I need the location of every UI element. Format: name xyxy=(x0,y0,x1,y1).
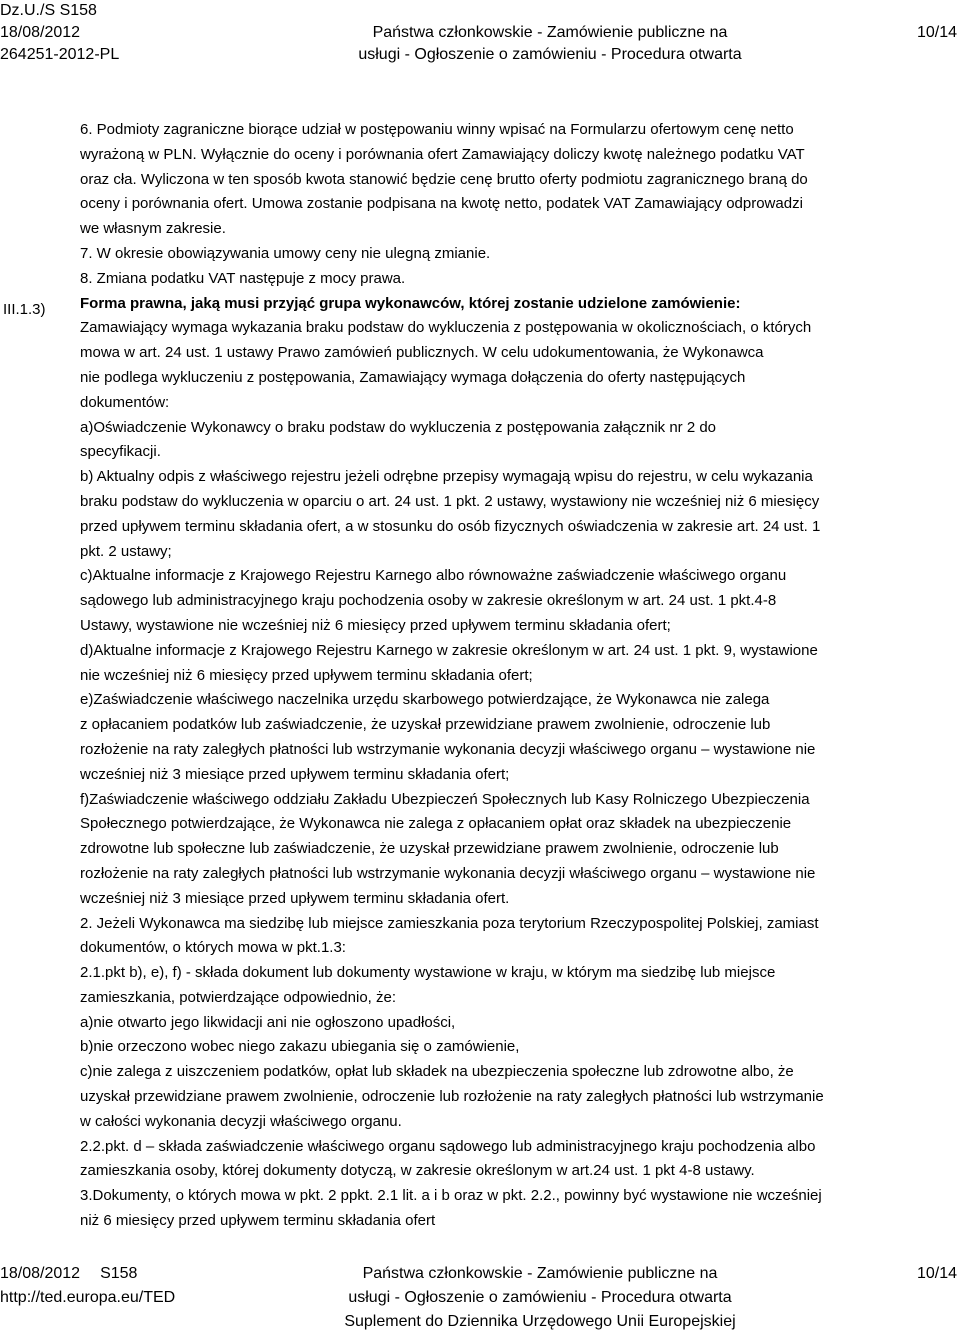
text-line: 2.1.pkt b), e), f) - składa dokument lub dokumenty wystawione w kraju, w którym ma siedzibę lub miejsce xyxy=(80,964,776,982)
page-header xyxy=(0,0,960,70)
footer-journal: S158 xyxy=(100,1265,138,1282)
text-line: rozłożenie na raty zaległych płatności lub wstrzymanie wykonania decyzji właściwego organu – wystawione nie xyxy=(80,740,816,758)
text-line: f)Zaświadczenie właściwego oddziału Zakładu Ubezpieczeń Społecznych lub Kasy Rolniczego Ubezpieczenia xyxy=(80,790,810,808)
text-line: wcześniej niż 3 miesiące przed upływem terminu składania ofert; xyxy=(80,765,510,783)
text-line: b)nie orzeczono wobec niego zakazu ubiegania się o zamówienie, xyxy=(80,1038,520,1056)
text-line: c)nie zalega z uiszczeniem podatków, opłat lub składek na ubezpieczenia społeczne lub zdrowotne albo, że xyxy=(80,1063,794,1081)
footer-title-line1: Państwa członkowskie - Zamówienie publiczne na xyxy=(362,1265,718,1282)
section-text xyxy=(80,316,955,1233)
text-line: we własnym zakresie. xyxy=(80,220,226,238)
text-line: b) Aktualny odpis z właściwego rejestru jeżeli odrębne przepisy wymagają wpisu do rejestru, w celu wykazania xyxy=(80,468,813,486)
text-line: mowa w art. 24 ust. 1 ustawy Prawo zamówień publicznych. W celu udokumentowania, że Wykonawca xyxy=(80,344,764,362)
footer-date xyxy=(0,1262,137,1286)
text-line: Zamawiający wymaga wykazania braku podstaw do wykluczenia z postępowania w okolicznościach, o których xyxy=(80,319,812,337)
text-line: dokumentów, o których mowa w pkt.1.3: xyxy=(80,939,346,957)
intro-paragraph xyxy=(80,118,955,292)
text-line: 2.2.pkt. d – składa zaświadczenie właściwego organu sądowego lub administracyjnego kraju pochodzenia albo xyxy=(80,1137,816,1155)
text-line: pkt. 2 ustawy; xyxy=(80,542,172,560)
header-title-line2: usługi - Ogłoszenie o zamówieniu - Procedura otwarta xyxy=(358,46,742,63)
text-line: niż 6 miesięcy przed upływem terminu składania ofert xyxy=(80,1212,436,1230)
text-line: przed upływem terminu składania ofert, a w stosunku do osób fizycznych oświadczenia w zakresie art. 24 ust. 1 xyxy=(80,517,821,535)
text-line: Ustawy, wystawione nie wcześniej niż 6 miesięcy przed upływem terminu składania ofert; xyxy=(80,616,671,634)
text-line: 3.Dokumenty, o których mowa w pkt. 2 ppkt. 2.1 lit. a i b oraz w pkt. 2.2., powinny być wystawione nie wcześniej xyxy=(80,1187,822,1205)
text-line: zamieszkania, potwierdzające odpowiednio, że: xyxy=(80,988,397,1006)
footer-date-text: 18/08/2012 xyxy=(0,1265,81,1282)
page-footer xyxy=(0,1262,960,1334)
footer-url-link[interactable]: http://ted.europa.eu/TED xyxy=(0,1289,176,1306)
text-line: c)Aktualne informacje z Krajowego Rejestru Karnego albo równoważne zaświadczenie właściwego organu xyxy=(80,567,787,585)
text-line: dokumentów: xyxy=(80,393,170,411)
text-line: 7. W okresie obowiązywania umowy ceny nie ulegną zmianie. xyxy=(80,244,491,262)
journal-ref: Dz.U./S S158 xyxy=(0,2,97,19)
text-line: e)Zaświadczenie właściwego naczelnika urzędu skarbowego potwierdzające, że Wykonawca nie zalega xyxy=(80,691,770,709)
text-line: a)Oświadczenie Wykonawcy o braku podstaw do wykluczenia z postępowania załącznik nr 2 do xyxy=(80,418,717,436)
text-line: 8. Zmiana podatku VAT następuje z mocy prawa. xyxy=(80,269,406,287)
text-line: a)nie otwarto jego likwidacji ani nie ogłoszono upadłości, xyxy=(80,1013,456,1031)
text-line: nie wcześniej niż 6 miesięcy przed upływem terminu składania ofert; xyxy=(80,666,533,684)
text-line: w całości wykonania decyzji właściwego organu. xyxy=(80,1112,402,1130)
text-line: sądowego lub administracyjnego kraju pochodzenia osoby w zakresie określonym w art. 24 ust. 1 pkt.4-8 xyxy=(80,592,777,610)
text-line: 2. Jeżeli Wykonawca ma siedzibę lub miejsce zamieszkania poza terytorium Rzeczypospolitej Polskiej, zamiast xyxy=(80,914,819,932)
text-line: Społecznego potwierdzające, że Wykonawca nie zalega z opłacaniem opłat oraz składek na ubezpieczenie xyxy=(80,815,792,833)
text-line: wyrażoną w PLN. Wyłącznie do oceny i porównania ofert Zamawiający doliczy kwotę należnego podatku VAT xyxy=(80,145,805,163)
text-line: braku podstaw do wykluczenia w oparciu o art. 24 ust. 1 pkt. 2 ustawy, wystawiony nie wcześniej niż 6 miesięcy xyxy=(80,492,820,510)
header-title-line1: Państwa członkowskie - Zamówienie publiczne na xyxy=(372,24,728,41)
header-date: 18/08/2012 xyxy=(0,24,81,41)
text-line: 6. Podmioty zagraniczne biorące udział w postępowaniu winny wpisać na Formularzu ofertowym cenę netto xyxy=(80,121,794,138)
text-line: oraz cła. Wyliczona w ten sposób kwota stanowić będzie cenę brutto oferty podmiotu zagranicznego braną do xyxy=(80,170,808,188)
footer-page-number: 10/14 xyxy=(916,1265,957,1282)
text-line: uzyskał przewidziane prawem zwolnienie, odroczenie lub rozłożenie na raty zaległych płatności lub wstrzymanie xyxy=(80,1088,824,1106)
text-line: nie podlega wykluczeniu z postępowania, Zamawiający wymaga dołączenia do oferty następujących xyxy=(80,368,746,386)
footer-title-line2: usługi - Ogłoszenie o zamówieniu - Procedura otwarta xyxy=(348,1289,732,1306)
text-line: zdrowotne lub społeczne lub zaświadczenie, że uzyskał przewidziane prawem zwolnienie, odroczenie lub xyxy=(80,840,779,858)
text-line: z opłacaniem podatków lub zaświadczenie, że uzyskał przewidziane prawem zwolnienie, odroczenie lub xyxy=(80,716,771,734)
section-number: III.1.3) xyxy=(3,301,46,318)
text-line: oceny i porównania ofert. Umowa zostanie podpisana na kwotę netto, podatek VAT Zamawiający odprowadzi xyxy=(80,195,803,213)
text-line: zamieszkania osoby, której dokumenty dotyczą, w zakresie określonym w art.24 ust. 1 pkt 4-8 ustawy. xyxy=(80,1162,755,1180)
document-body xyxy=(80,118,955,1234)
text-line: specyfikacji. xyxy=(80,443,161,461)
footer-title-line3: Suplement do Dziennika Urzędowego Unii Europejskiej xyxy=(344,1313,736,1330)
notice-id: 264251-2012-PL xyxy=(0,46,120,63)
text-line: d)Aktualne informacje z Krajowego Rejestru Karnego w zakresie określonym w art. 24 ust. 1 pkt. 9, wystawione xyxy=(80,641,818,659)
header-page-number: 10/14 xyxy=(916,24,957,41)
text-line: rozłożenie na raty zaległych płatności lub wstrzymanie wykonania decyzji właściwego organu – wystawione nie xyxy=(80,864,816,882)
section-heading: Forma prawna, jaką musi przyjąć grupa wykonawców, której zostanie udzielone zamówienie: xyxy=(80,294,741,312)
text-line: wcześniej niż 3 miesiące przed upływem terminu składania ofert. xyxy=(80,889,510,907)
